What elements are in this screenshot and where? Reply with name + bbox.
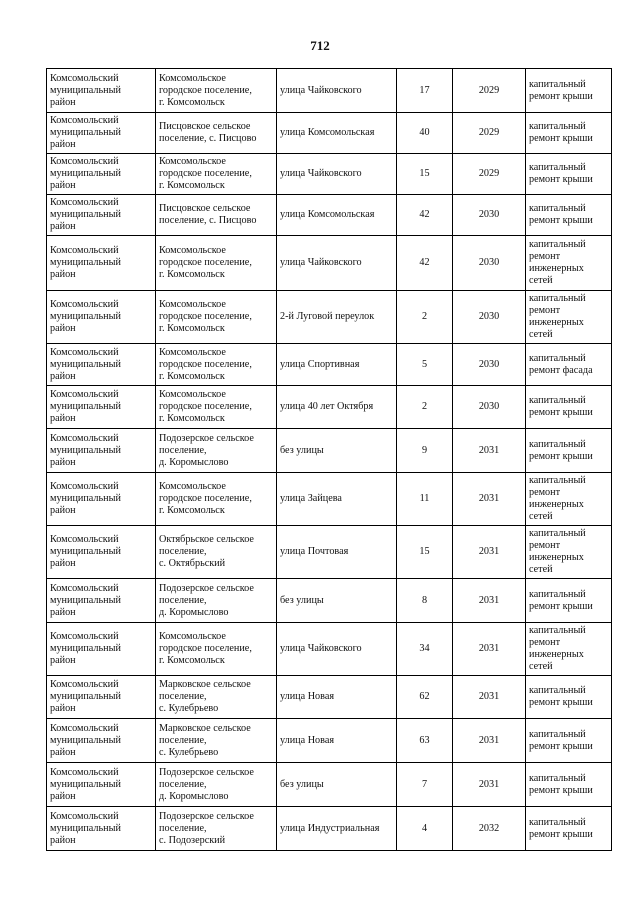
table-row [47,291,612,344]
street-cell: улица Комсомольская [277,113,397,154]
work-type-cell: капитальный ремонт крыши [526,807,612,851]
district-cell: Комсомольский муниципальный район [47,236,156,291]
street-cell: без улицы [277,429,397,473]
street-cell: улица Спортивная [277,344,397,386]
year-cell: 2030 [453,291,526,344]
table-row [47,195,612,236]
district-cell: Комсомольский муниципальный район [47,719,156,763]
district-cell: Комсомольский муниципальный район [47,429,156,473]
street-cell: улица Чайковского [277,69,397,113]
district-cell: Комсомольский муниципальный район [47,676,156,719]
house-number-cell: 17 [397,69,453,113]
work-type-cell: капитальный ремонт крыши [526,154,612,195]
settlement-cell: Октябрьское сельское поселение, с. Октябрьский [156,526,277,579]
year-cell: 2030 [453,344,526,386]
house-number-cell: 4 [397,807,453,851]
table-row [47,807,612,851]
table-row [47,69,612,113]
work-type-cell: капитальный ремонт крыши [526,676,612,719]
street-cell: улица Зайцева [277,473,397,526]
street-cell: улица Новая [277,719,397,763]
work-type-cell: капитальный ремонт фасада [526,344,612,386]
work-type-cell: капитальный ремонт крыши [526,386,612,429]
street-cell: улица Чайковского [277,623,397,676]
settlement-cell: Подозерское сельское поселение, с. Подозерский [156,807,277,851]
street-cell: улица Комсомольская [277,195,397,236]
year-cell: 2031 [453,763,526,807]
house-number-cell: 15 [397,154,453,195]
district-cell: Комсомольский муниципальный район [47,344,156,386]
district-cell: Комсомольский муниципальный район [47,623,156,676]
district-cell: Комсомольский муниципальный район [47,807,156,851]
table-row [47,154,612,195]
work-type-cell: капитальный ремонт крыши [526,763,612,807]
street-cell: 2-й Луговой переулок [277,291,397,344]
settlement-cell: Комсомольское городское поселение, г. Комсомольск [156,344,277,386]
table-row [47,236,612,291]
district-cell: Комсомольский муниципальный район [47,113,156,154]
table-row [47,344,612,386]
street-cell: улица Чайковского [277,236,397,291]
work-type-cell: капитальный ремонт крыши [526,429,612,473]
house-number-cell: 11 [397,473,453,526]
table-row [47,526,612,579]
year-cell: 2030 [453,236,526,291]
house-number-cell: 9 [397,429,453,473]
district-cell: Комсомольский муниципальный район [47,386,156,429]
table-row [47,386,612,429]
house-number-cell: 5 [397,344,453,386]
year-cell: 2030 [453,195,526,236]
house-number-cell: 8 [397,579,453,623]
table-row [47,473,612,526]
table-row [47,113,612,154]
work-type-cell: капитальный ремонт инженерных сетей [526,291,612,344]
year-cell: 2029 [453,69,526,113]
year-cell: 2031 [453,719,526,763]
work-type-cell: капитальный ремонт инженерных сетей [526,526,612,579]
settlement-cell: Комсомольское городское поселение, г. Комсомольск [156,623,277,676]
district-cell: Комсомольский муниципальный район [47,69,156,113]
district-cell: Комсомольский муниципальный район [47,526,156,579]
table-body [47,69,612,851]
repair-schedule-table [46,68,612,851]
street-cell: улица Новая [277,676,397,719]
settlement-cell: Марковское сельское поселение, с. Кулебрьево [156,719,277,763]
house-number-cell: 2 [397,386,453,429]
district-cell: Комсомольский муниципальный район [47,579,156,623]
house-number-cell: 2 [397,291,453,344]
house-number-cell: 40 [397,113,453,154]
table-row [47,623,612,676]
year-cell: 2031 [453,676,526,719]
street-cell: улица 40 лет Октября [277,386,397,429]
settlement-cell: Писцовское сельское поселение, с. Писцово [156,113,277,154]
table-row [47,719,612,763]
house-number-cell: 7 [397,763,453,807]
settlement-cell: Комсомольское городское поселение, г. Комсомольск [156,236,277,291]
district-cell: Комсомольский муниципальный район [47,195,156,236]
year-cell: 2029 [453,113,526,154]
street-cell: улица Индустриальная [277,807,397,851]
settlement-cell: Подозерское сельское поселение, д. Коромыслово [156,429,277,473]
year-cell: 2031 [453,429,526,473]
house-number-cell: 42 [397,236,453,291]
table-row [47,429,612,473]
house-number-cell: 34 [397,623,453,676]
work-type-cell: капитальный ремонт инженерных сетей [526,473,612,526]
year-cell: 2030 [453,386,526,429]
settlement-cell: Комсомольское городское поселение, г. Комсомольск [156,386,277,429]
street-cell: улица Почтовая [277,526,397,579]
settlement-cell: Комсомольское городское поселение, г. Комсомольск [156,473,277,526]
district-cell: Комсомольский муниципальный район [47,291,156,344]
settlement-cell: Комсомольское городское поселение, г. Комсомольск [156,69,277,113]
year-cell: 2032 [453,807,526,851]
year-cell: 2031 [453,473,526,526]
work-type-cell: капитальный ремонт инженерных сетей [526,623,612,676]
work-type-cell: капитальный ремонт крыши [526,195,612,236]
settlement-cell: Подозерское сельское поселение, д. Коромыслово [156,579,277,623]
street-cell: улица Чайковского [277,154,397,195]
year-cell: 2031 [453,579,526,623]
year-cell: 2029 [453,154,526,195]
settlement-cell: Марковское сельское поселение, с. Кулебрьево [156,676,277,719]
table-row [47,579,612,623]
house-number-cell: 42 [397,195,453,236]
work-type-cell: капитальный ремонт крыши [526,719,612,763]
table-row [47,763,612,807]
house-number-cell: 63 [397,719,453,763]
house-number-cell: 15 [397,526,453,579]
district-cell: Комсомольский муниципальный район [47,763,156,807]
work-type-cell: капитальный ремонт крыши [526,113,612,154]
settlement-cell: Комсомольское городское поселение, г. Комсомольск [156,154,277,195]
settlement-cell: Подозерское сельское поселение, д. Коромыслово [156,763,277,807]
page-number: 712 [310,38,330,53]
year-cell: 2031 [453,526,526,579]
work-type-cell: капитальный ремонт крыши [526,579,612,623]
street-cell: без улицы [277,579,397,623]
settlement-cell: Комсомольское городское поселение, г. Комсомольск [156,291,277,344]
year-cell: 2031 [453,623,526,676]
work-type-cell: капитальный ремонт инженерных сетей [526,236,612,291]
district-cell: Комсомольский муниципальный район [47,473,156,526]
street-cell: без улицы [277,763,397,807]
house-number-cell: 62 [397,676,453,719]
settlement-cell: Писцовское сельское поселение, с. Писцово [156,195,277,236]
district-cell: Комсомольский муниципальный район [47,154,156,195]
table-row [47,676,612,719]
work-type-cell: капитальный ремонт крыши [526,69,612,113]
